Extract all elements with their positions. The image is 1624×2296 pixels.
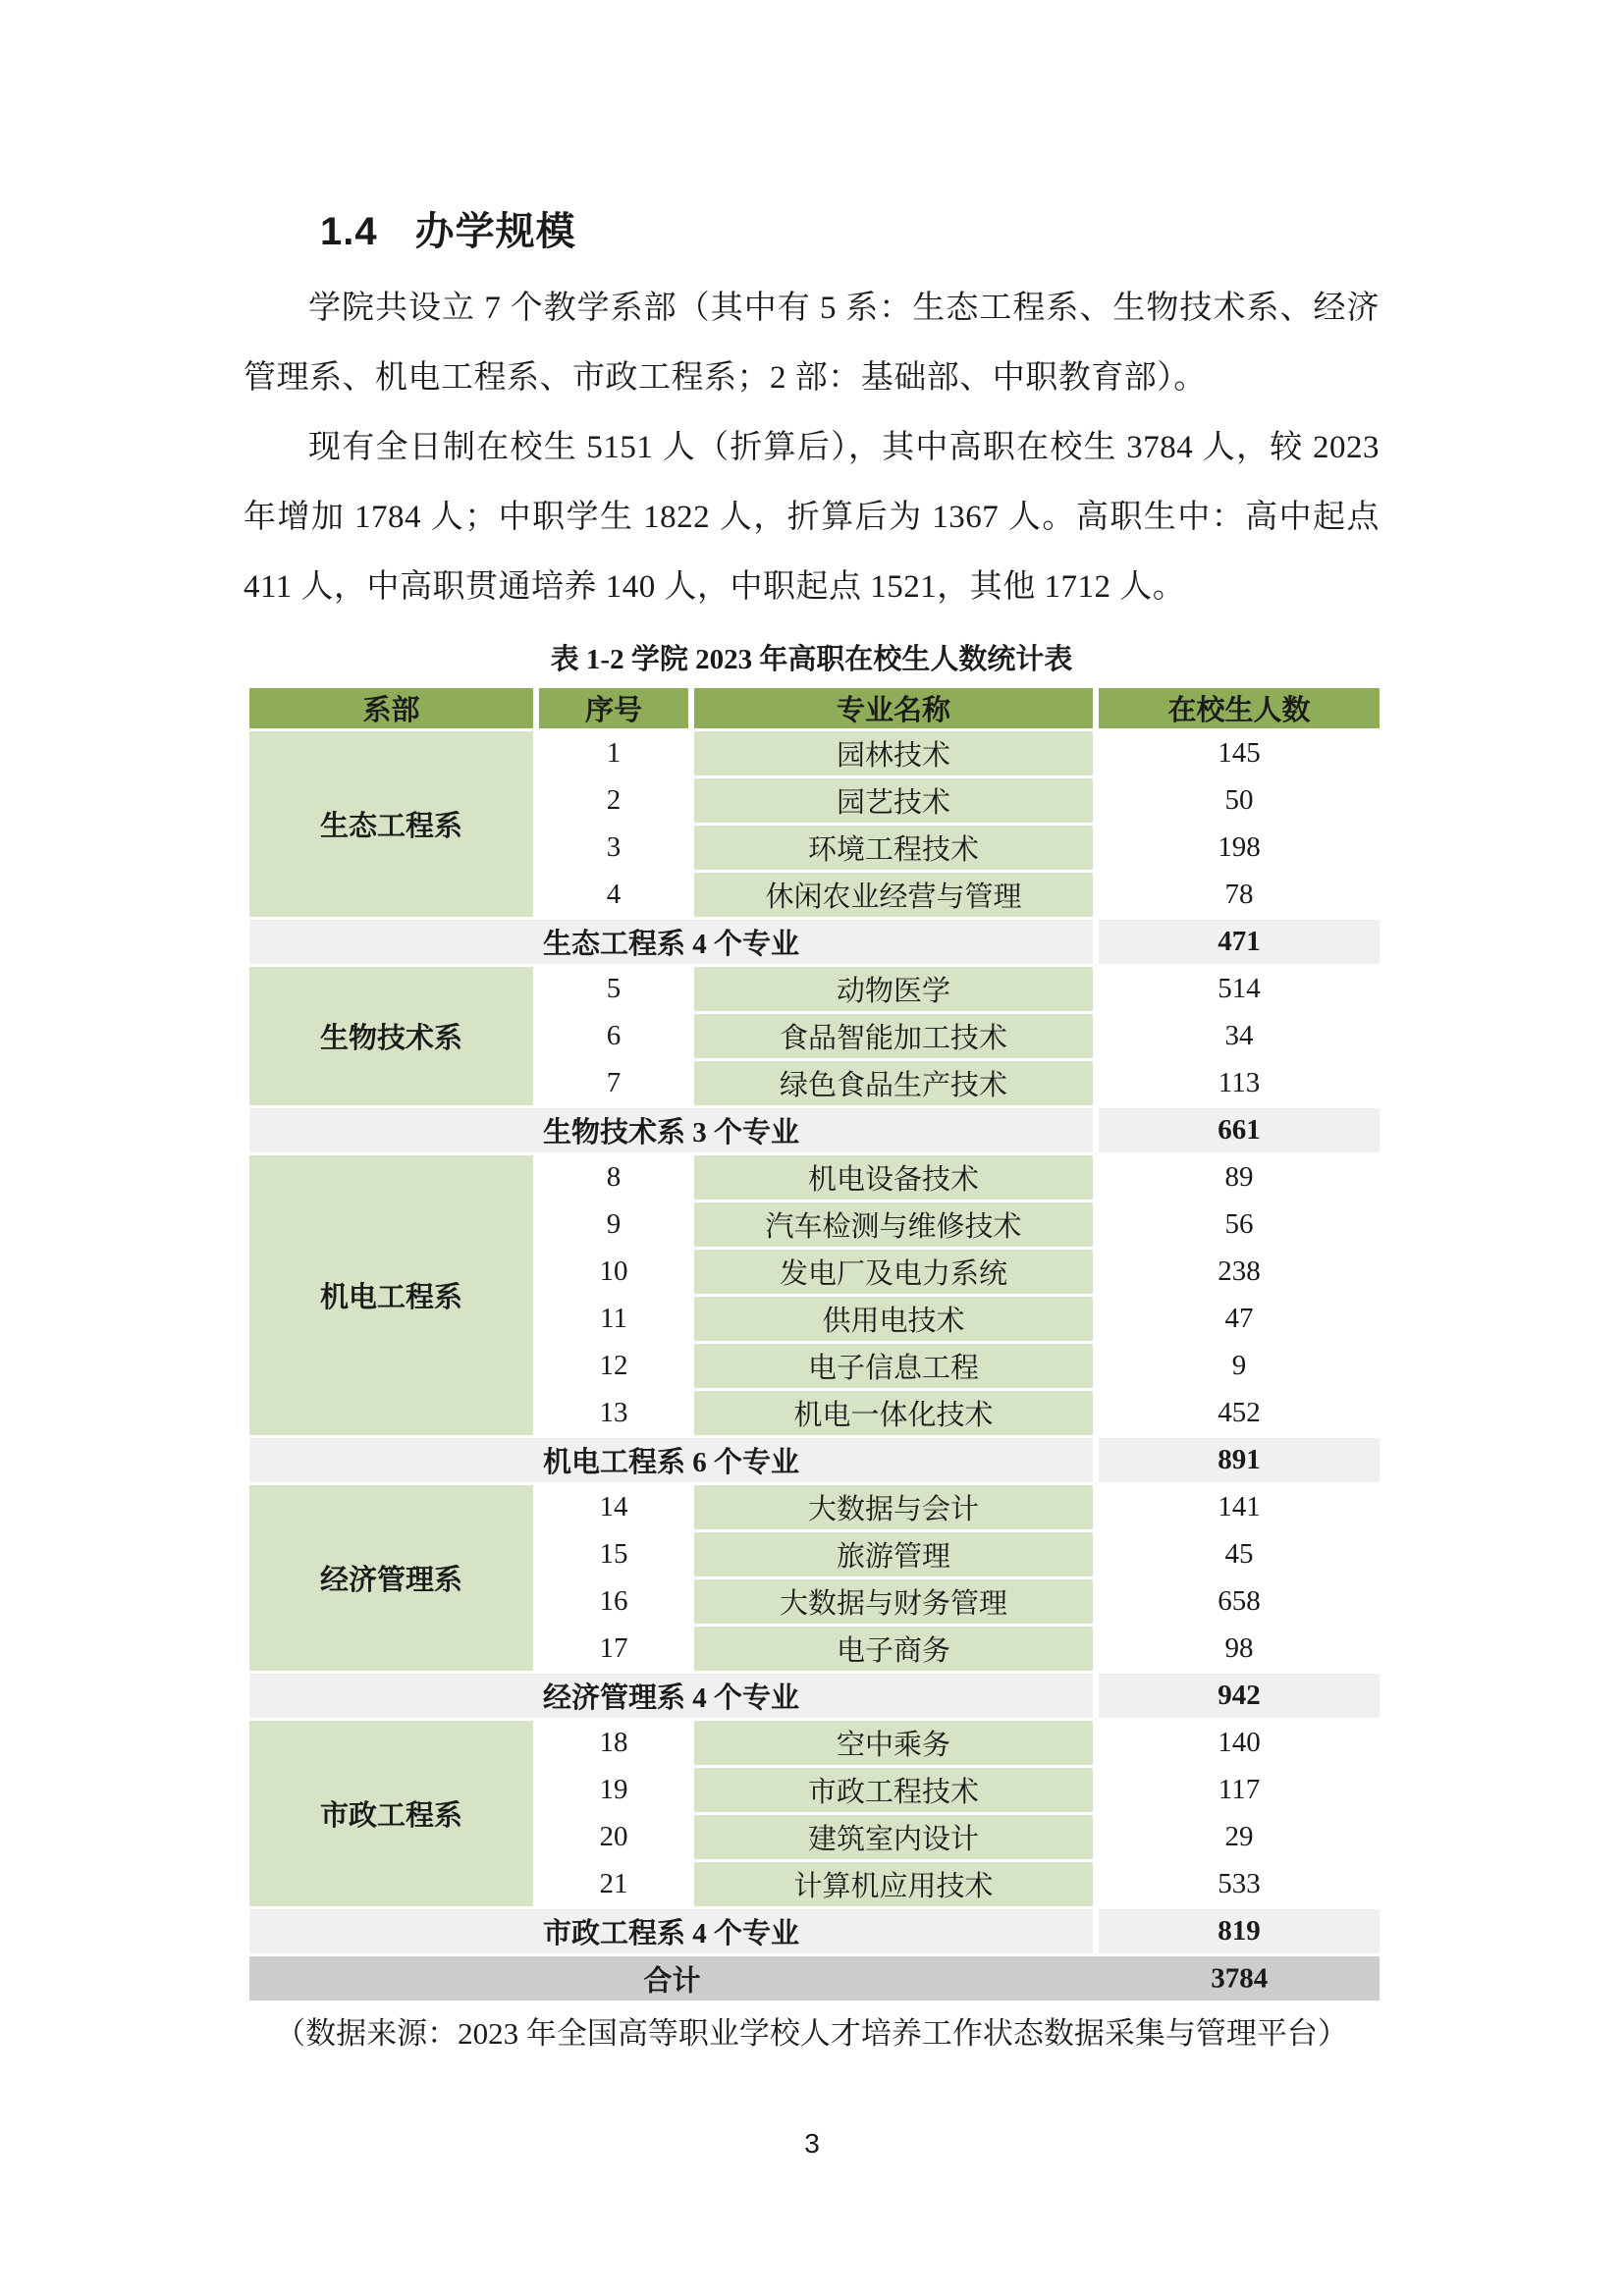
count-cell: 514 bbox=[1096, 966, 1382, 1013]
major-cell: 动物医学 bbox=[691, 966, 1096, 1013]
count-cell: 113 bbox=[1096, 1060, 1382, 1107]
count-cell: 47 bbox=[1096, 1296, 1382, 1343]
header-cell-count: 在校生人数 bbox=[1096, 687, 1382, 730]
serial-cell: 21 bbox=[536, 1861, 691, 1908]
major-row bbox=[246, 966, 1382, 1013]
count-cell: 117 bbox=[1096, 1767, 1382, 1814]
count-cell: 34 bbox=[1096, 1013, 1382, 1060]
serial-cell: 9 bbox=[536, 1201, 691, 1249]
count-cell: 533 bbox=[1096, 1861, 1382, 1908]
major-row bbox=[246, 1484, 1382, 1531]
serial-cell: 17 bbox=[536, 1626, 691, 1673]
major-cell: 发电厂及电力系统 bbox=[691, 1249, 1096, 1296]
major-cell: 大数据与会计 bbox=[691, 1484, 1096, 1531]
summary-label-cell: 机电工程系 6 个专业 bbox=[246, 1437, 1096, 1484]
table-caption: 表 1-2 学院 2023 年高职在校生人数统计表 bbox=[550, 644, 1073, 675]
major-cell: 电子商务 bbox=[691, 1626, 1096, 1673]
major-cell: 园艺技术 bbox=[691, 777, 1096, 825]
serial-cell: 3 bbox=[536, 825, 691, 872]
summary-label-cell: 生物技术系 3 个专业 bbox=[246, 1107, 1096, 1154]
department-cell: 经济管理系 bbox=[246, 1484, 536, 1673]
section-number: 1.4 bbox=[320, 210, 378, 253]
serial-cell: 10 bbox=[536, 1249, 691, 1296]
summary-count-cell: 471 bbox=[1096, 919, 1382, 966]
serial-cell: 16 bbox=[536, 1578, 691, 1626]
summary-count-cell: 661 bbox=[1096, 1107, 1382, 1154]
header-cell-major: 专业名称 bbox=[691, 687, 1096, 730]
major-cell: 绿色食品生产技术 bbox=[691, 1060, 1096, 1107]
major-cell: 建筑室内设计 bbox=[691, 1814, 1096, 1861]
total-label: 合计 bbox=[643, 1965, 701, 1997]
serial-cell: 11 bbox=[536, 1296, 691, 1343]
major-cell: 大数据与财务管理 bbox=[691, 1578, 1096, 1626]
count-cell: 45 bbox=[1096, 1531, 1382, 1578]
count-cell: 50 bbox=[1096, 777, 1382, 825]
count-cell: 658 bbox=[1096, 1578, 1382, 1626]
serial-cell: 4 bbox=[536, 872, 691, 919]
page-number: 3 bbox=[804, 2128, 820, 2159]
major-cell: 休闲农业经营与管理 bbox=[691, 872, 1096, 919]
department-cell: 市政工程系 bbox=[246, 1720, 536, 1908]
source-note: （数据来源：2023 年全国高等职业学校人才培养工作状态数据采集与管理平台） bbox=[275, 2016, 1348, 2051]
serial-cell: 12 bbox=[536, 1343, 691, 1390]
major-cell: 旅游管理 bbox=[691, 1531, 1096, 1578]
serial-cell: 1 bbox=[536, 730, 691, 777]
major-cell: 环境工程技术 bbox=[691, 825, 1096, 872]
section-heading bbox=[320, 206, 1380, 257]
major-cell: 园林技术 bbox=[691, 730, 1096, 777]
serial-cell: 8 bbox=[536, 1154, 691, 1201]
serial-cell: 7 bbox=[536, 1060, 691, 1107]
major-row bbox=[246, 1154, 1382, 1201]
summary-row bbox=[246, 919, 1382, 966]
major-row bbox=[246, 730, 1382, 777]
serial-cell: 2 bbox=[536, 777, 691, 825]
count-cell: 452 bbox=[1096, 1390, 1382, 1437]
paragraph-departments: 学院共设立 7 个教学系部（其中有 5 系：生态工程系、生物技术系、经济管理系、机电工程系、市政工程系；2 部：基础部、中职教育部）。 bbox=[244, 291, 1380, 396]
summary-label-cell: 市政工程系 4 个专业 bbox=[246, 1908, 1096, 1955]
count-cell: 238 bbox=[1096, 1249, 1382, 1296]
serial-cell: 6 bbox=[536, 1013, 691, 1060]
serial-cell: 5 bbox=[536, 966, 691, 1013]
department-cell: 机电工程系 bbox=[246, 1154, 536, 1437]
serial-cell: 19 bbox=[536, 1767, 691, 1814]
students-table bbox=[244, 685, 1385, 2003]
total-row bbox=[246, 1955, 1382, 2002]
major-row bbox=[246, 1720, 1382, 1767]
total-count: 3784 bbox=[1211, 1962, 1269, 1994]
count-cell: 29 bbox=[1096, 1814, 1382, 1861]
section-title: 办学规模 bbox=[414, 210, 576, 253]
count-cell: 89 bbox=[1096, 1154, 1382, 1201]
major-cell: 机电一体化技术 bbox=[691, 1390, 1096, 1437]
major-cell: 计算机应用技术 bbox=[691, 1861, 1096, 1908]
paragraph-enrollment: 现有全日制在校生 5151 人（折算后），其中高职在校生 3784 人，较 2023 年增加 1784 人；中职学生 1822 人，折算后为 1367 人。高职生中：高中起点 411 人，中高职贯通培养 140 人，中职起点 1521，其他 1712 人。 bbox=[244, 430, 1380, 605]
major-cell: 市政工程技术 bbox=[691, 1767, 1096, 1814]
total-cell bbox=[246, 1955, 1382, 2002]
major-cell: 汽车检测与维修技术 bbox=[691, 1201, 1096, 1249]
major-cell: 机电设备技术 bbox=[691, 1154, 1096, 1201]
count-cell: 56 bbox=[1096, 1201, 1382, 1249]
major-cell: 电子信息工程 bbox=[691, 1343, 1096, 1390]
summary-row bbox=[246, 1908, 1382, 1955]
major-cell: 供用电技术 bbox=[691, 1296, 1096, 1343]
major-cell: 空中乘务 bbox=[691, 1720, 1096, 1767]
summary-row bbox=[246, 1673, 1382, 1720]
header-cell-serial: 序号 bbox=[536, 687, 691, 730]
summary-count-cell: 819 bbox=[1096, 1908, 1382, 1955]
count-cell: 78 bbox=[1096, 872, 1382, 919]
summary-label-cell: 生态工程系 4 个专业 bbox=[246, 919, 1096, 966]
count-cell: 141 bbox=[1096, 1484, 1382, 1531]
table-header-row bbox=[246, 687, 1382, 730]
serial-cell: 20 bbox=[536, 1814, 691, 1861]
count-cell: 98 bbox=[1096, 1626, 1382, 1673]
count-cell: 145 bbox=[1096, 730, 1382, 777]
department-cell: 生物技术系 bbox=[246, 966, 536, 1107]
summary-row bbox=[246, 1437, 1382, 1484]
serial-cell: 14 bbox=[536, 1484, 691, 1531]
serial-cell: 18 bbox=[536, 1720, 691, 1767]
serial-cell: 15 bbox=[536, 1531, 691, 1578]
count-cell: 198 bbox=[1096, 825, 1382, 872]
header-cell-department: 系部 bbox=[246, 687, 536, 730]
count-cell: 9 bbox=[1096, 1343, 1382, 1390]
serial-cell: 13 bbox=[536, 1390, 691, 1437]
summary-count-cell: 942 bbox=[1096, 1673, 1382, 1720]
students-table-body bbox=[246, 730, 1382, 2002]
department-cell: 生态工程系 bbox=[246, 730, 536, 919]
summary-count-cell: 891 bbox=[1096, 1437, 1382, 1484]
summary-row bbox=[246, 1107, 1382, 1154]
major-cell: 食品智能加工技术 bbox=[691, 1013, 1096, 1060]
count-cell: 140 bbox=[1096, 1720, 1382, 1767]
summary-label-cell: 经济管理系 4 个专业 bbox=[246, 1673, 1096, 1720]
